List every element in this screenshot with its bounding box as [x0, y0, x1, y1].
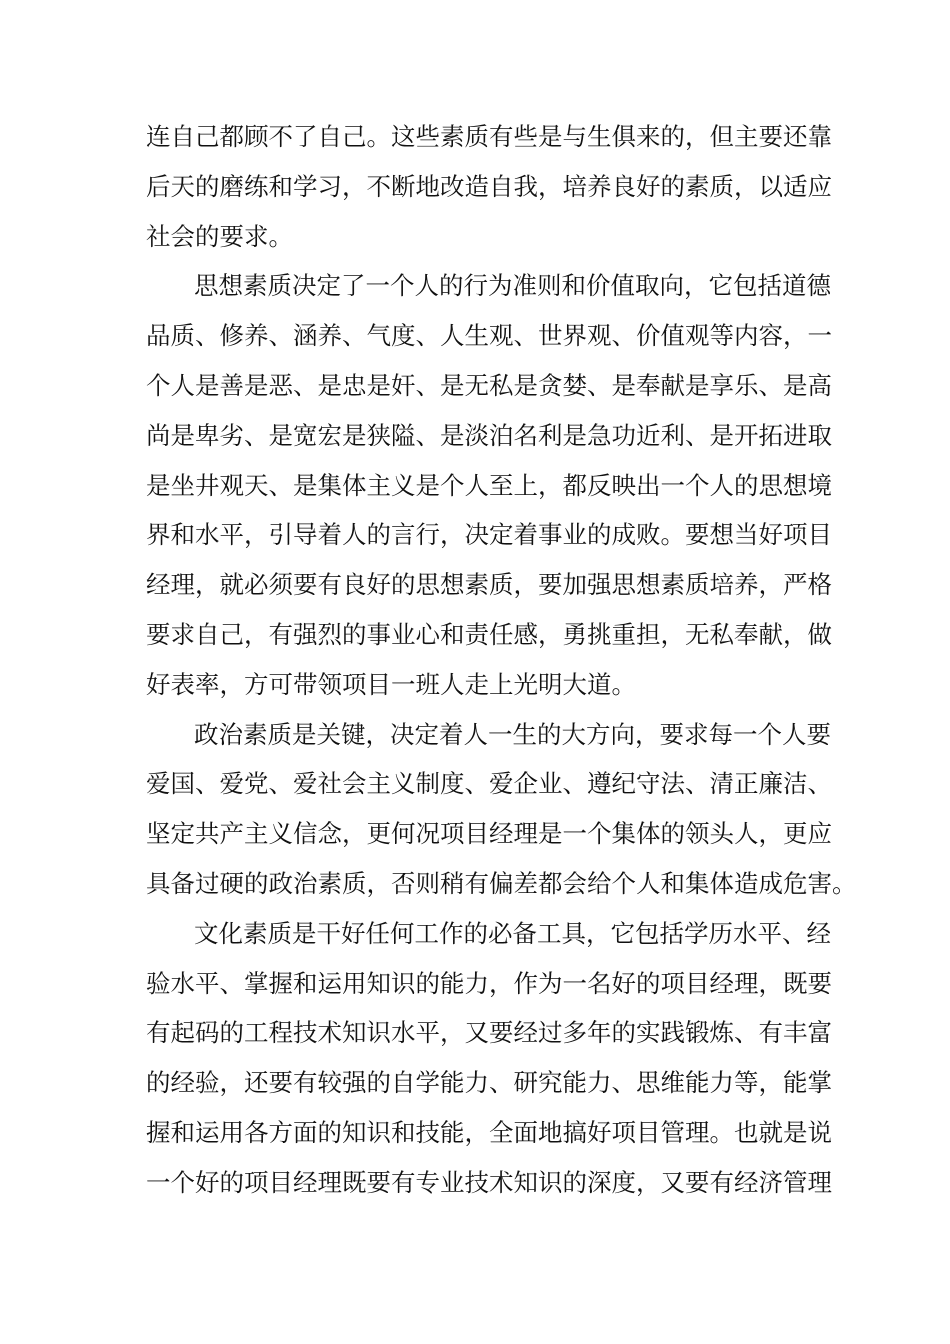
text-line: 是坐井观天、是集体主义是个人至上，都反映出一个人的思想境 [146, 470, 832, 500]
text-line: 个人是善是恶、是忠是奸、是无私是贪婪、是奉献是享乐、是高 [146, 370, 832, 400]
text-line: 社会的要求。 [146, 221, 293, 251]
text-line: 的经验，还要有较强的自学能力、研究能力、思维能力等，能掌 [146, 1068, 832, 1098]
text-line: 有起码的工程技术知识水平，又要经过多年的实践锻炼、有丰富 [146, 1018, 832, 1048]
text-line: 经理，就必须要有良好的思想素质，要加强思想素质培养，严格 [146, 570, 832, 600]
body-text [146, 112, 857, 1208]
text-line: 一个好的项目经理既要有专业技术知识的深度，又要有经济管理 [146, 1167, 832, 1197]
paragraph-ideological-quality [146, 261, 832, 709]
text-line: 文化素质是干好任何工作的必备工具，它包括学历水平、经 [194, 918, 831, 948]
text-line: 具备过硬的政治素质，否则稍有偏差都会给个人和集体造成危害。 [146, 868, 857, 898]
text-line: 尚是卑劣、是宽宏是狭隘、是淡泊名利是急功近利、是开拓进取 [146, 420, 832, 450]
text-line: 连自己都顾不了自己。这些素质有些是与生俱来的，但主要还靠 [146, 122, 832, 151]
text-line: 后天的磨练和学习，不断地改造自我，培养良好的素质，以适应 [146, 171, 832, 201]
paragraph-continuation [146, 112, 832, 261]
text-line: 要求自己，有强烈的事业心和责任感，勇挑重担，无私奉献，做 [146, 619, 832, 649]
text-line: 品质、修养、涵养、气度、人生观、世界观、价值观等内容，一 [146, 321, 832, 351]
text-line: 坚定共产主义信念，更何况项目经理是一个集体的领头人，更应 [146, 819, 832, 849]
text-line: 界和水平，引导着人的言行，决定着事业的成败。要想当好项目 [146, 520, 832, 550]
text-line: 验水平、掌握和运用知识的能力，作为一名好的项目经理，既要 [146, 968, 832, 998]
paragraph-political-quality [146, 710, 857, 909]
text-line: 政治素质是关键，决定着人一生的大方向，要求每一个人要 [194, 719, 831, 749]
paragraph-cultural-quality [146, 909, 832, 1208]
text-line: 思想素质决定了一个人的行为准则和价值取向，它包括道德 [194, 271, 831, 301]
text-line: 握和运用各方面的知识和技能，全面地搞好项目管理。也就是说 [146, 1117, 832, 1147]
text-line: 好表率，方可带领项目一班人走上光明大道。 [146, 669, 636, 699]
text-line: 爱国、爱党、爱社会主义制度、爱企业、遵纪守法、清正廉洁、 [146, 769, 832, 799]
